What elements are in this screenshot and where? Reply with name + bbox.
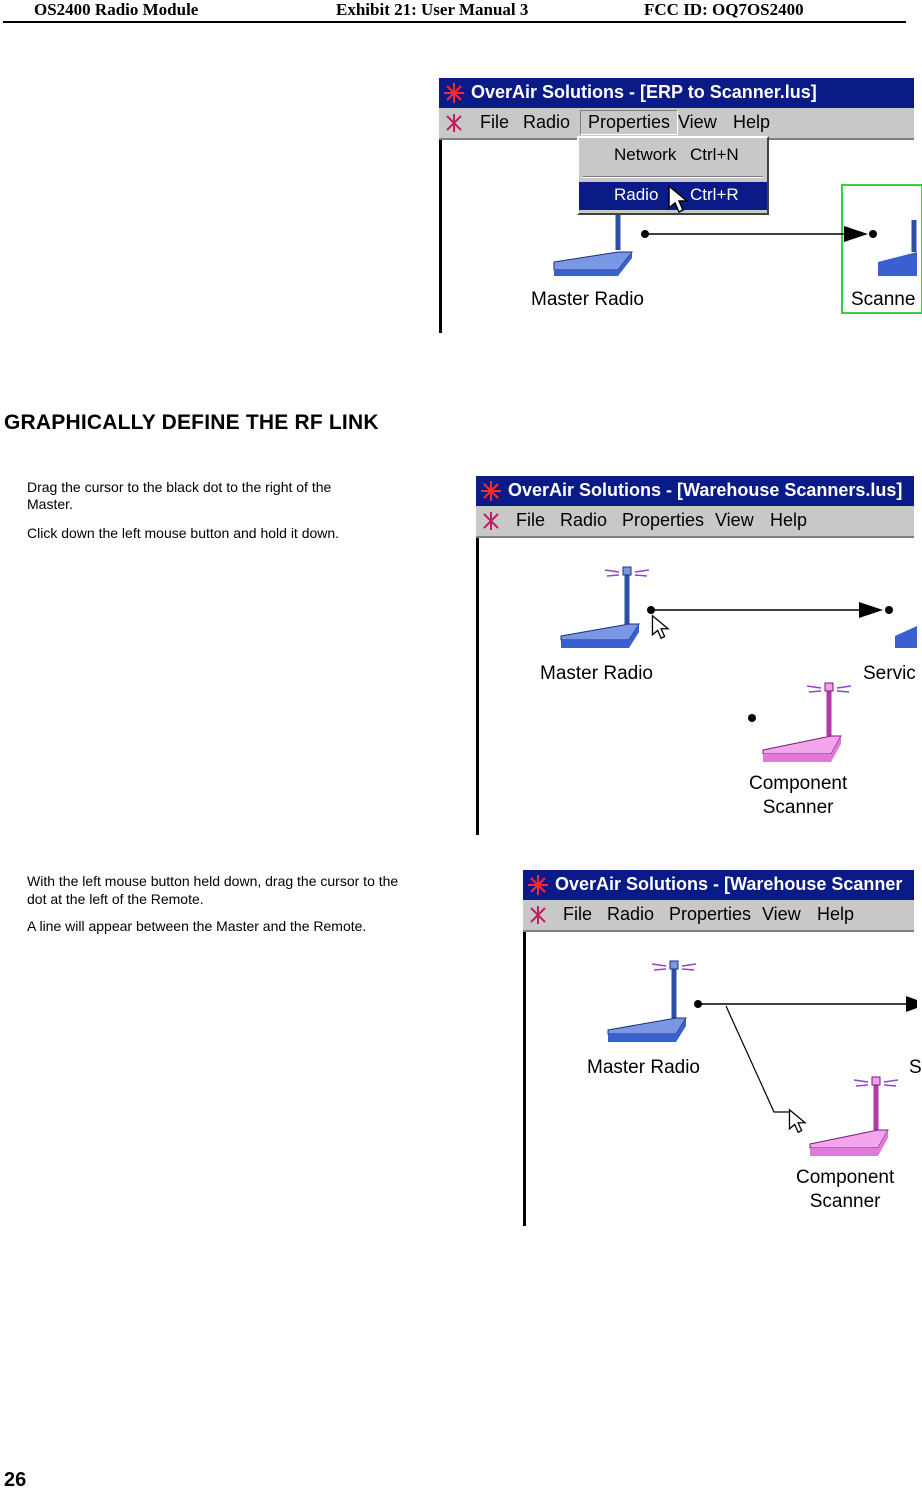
menu-file[interactable]: File [480,112,510,132]
window-title-bar [476,476,914,506]
menu-view[interactable]: View [715,510,754,530]
screenshot-drag-line [523,870,922,1226]
service-radio-icon [895,626,917,648]
app-logo-icon [476,506,506,536]
step2-line3: A line will appear between the Master and the Remote. [27,918,367,934]
radio-antenna-icon [605,567,649,624]
page-number: 26 [4,1469,27,1491]
menu-radio[interactable]: Radio [523,112,571,132]
app-logo-icon [476,476,506,506]
network-canvas[interactable] [476,538,914,835]
mouse-cursor-icon [789,1110,805,1133]
component-label-line2: Scanner [762,797,834,818]
header-right: FCC ID: OQ7OS2400 [644,0,804,19]
network-canvas[interactable] [523,932,922,1226]
component-label-line2: Scanner [809,1191,881,1212]
canvas-graphics [479,538,917,835]
master-radio-icon [561,624,639,640]
radio-antenna-icon [652,961,696,1018]
dropdown-radio-label: Radio [614,185,659,204]
header-rule [3,21,906,23]
app-logo-icon [523,870,553,900]
radio-antenna-icon [807,683,851,736]
menu-properties[interactable]: Properties [669,904,752,924]
screenshot-properties-menu [439,78,914,333]
component-scanner-icon [763,736,841,754]
menu-view[interactable]: View [678,112,717,132]
radio-antenna-icon [854,1077,898,1130]
link-arrow-icon [906,996,917,1012]
window-title-bar [523,870,914,900]
menu-help[interactable]: Help [770,510,808,530]
node-label-right-fragment: S [909,1057,922,1078]
dropdown-radio-shortcut: Ctrl+R [690,185,739,204]
menu-radio[interactable]: Radio [607,904,655,924]
dropdown-network-shortcut: Ctrl+N [690,145,739,164]
step2-line1: With the left mouse button held down, drag the cursor to the [27,873,399,889]
menu-help[interactable]: Help [817,904,855,924]
app-logo-icon [523,900,553,930]
component-link-dot [748,714,756,722]
step2-line2: dot at the left of the Remote. [27,891,204,907]
node-label-master: Master Radio [587,1057,700,1078]
menu-file[interactable]: File [516,510,546,530]
section-title: GRAPHICALLY DEFINE THE RF LINK [4,411,379,434]
link-end-dot [869,230,877,238]
drag-line [726,1006,792,1112]
menu-radio[interactable]: Radio [560,510,608,530]
window-title: OverAir Solutions - [Warehouse Scanner [555,874,903,894]
menu-file[interactable]: File [563,904,593,924]
component-label-line1: Component [796,1167,895,1188]
component-scanner-icon [810,1130,888,1148]
mouse-cursor-icon [665,184,695,214]
component-label-line1: Component [749,773,848,794]
menu-properties[interactable]: Properties [580,110,678,135]
menu-bar [523,900,914,932]
master-radio-icon [608,1018,686,1034]
mouse-cursor-icon [652,616,668,639]
app-logo-icon [439,108,469,138]
menu-bar [476,506,914,538]
link-arrow-icon [844,226,868,242]
menu-help[interactable]: Help [733,112,771,132]
dropdown-network-label: Network [614,145,677,164]
node-label-master: Master Radio [540,663,653,684]
dropdown-separator [583,176,763,178]
menu-properties[interactable]: Properties [622,510,705,530]
node-label-component [796,1166,894,1214]
node-label-component [749,772,847,820]
node-label-scanner: Scanne [851,289,916,310]
menu-view[interactable]: View [762,904,801,924]
dropdown-item-network[interactable] [579,142,767,170]
node-label-master: Master Radio [531,289,644,310]
window-title: OverAir Solutions - [Warehouse Scanners.lus] [508,480,903,500]
header-left: OS2400 Radio Module [34,0,199,19]
link-arrow-icon [859,602,883,618]
scanner-radio-icon [878,252,917,276]
step1-line1: Drag the cursor to the black dot to the right of the [27,479,332,495]
properties-dropdown [577,136,769,215]
window-title: OverAir Solutions - [ERP to Scanner.lus] [471,82,817,102]
link-end-dot [885,606,893,614]
node-label-service: Servic [863,663,916,684]
screenshot-drag-start [476,476,914,835]
header-center: Exhibit 21: User Manual 3 [336,0,529,19]
step1-line2: Master. [27,496,73,512]
step1-line3: Click down the left mouse button and hold it down. [27,525,340,541]
window-title-bar [439,78,914,108]
app-logo-icon [439,78,469,108]
